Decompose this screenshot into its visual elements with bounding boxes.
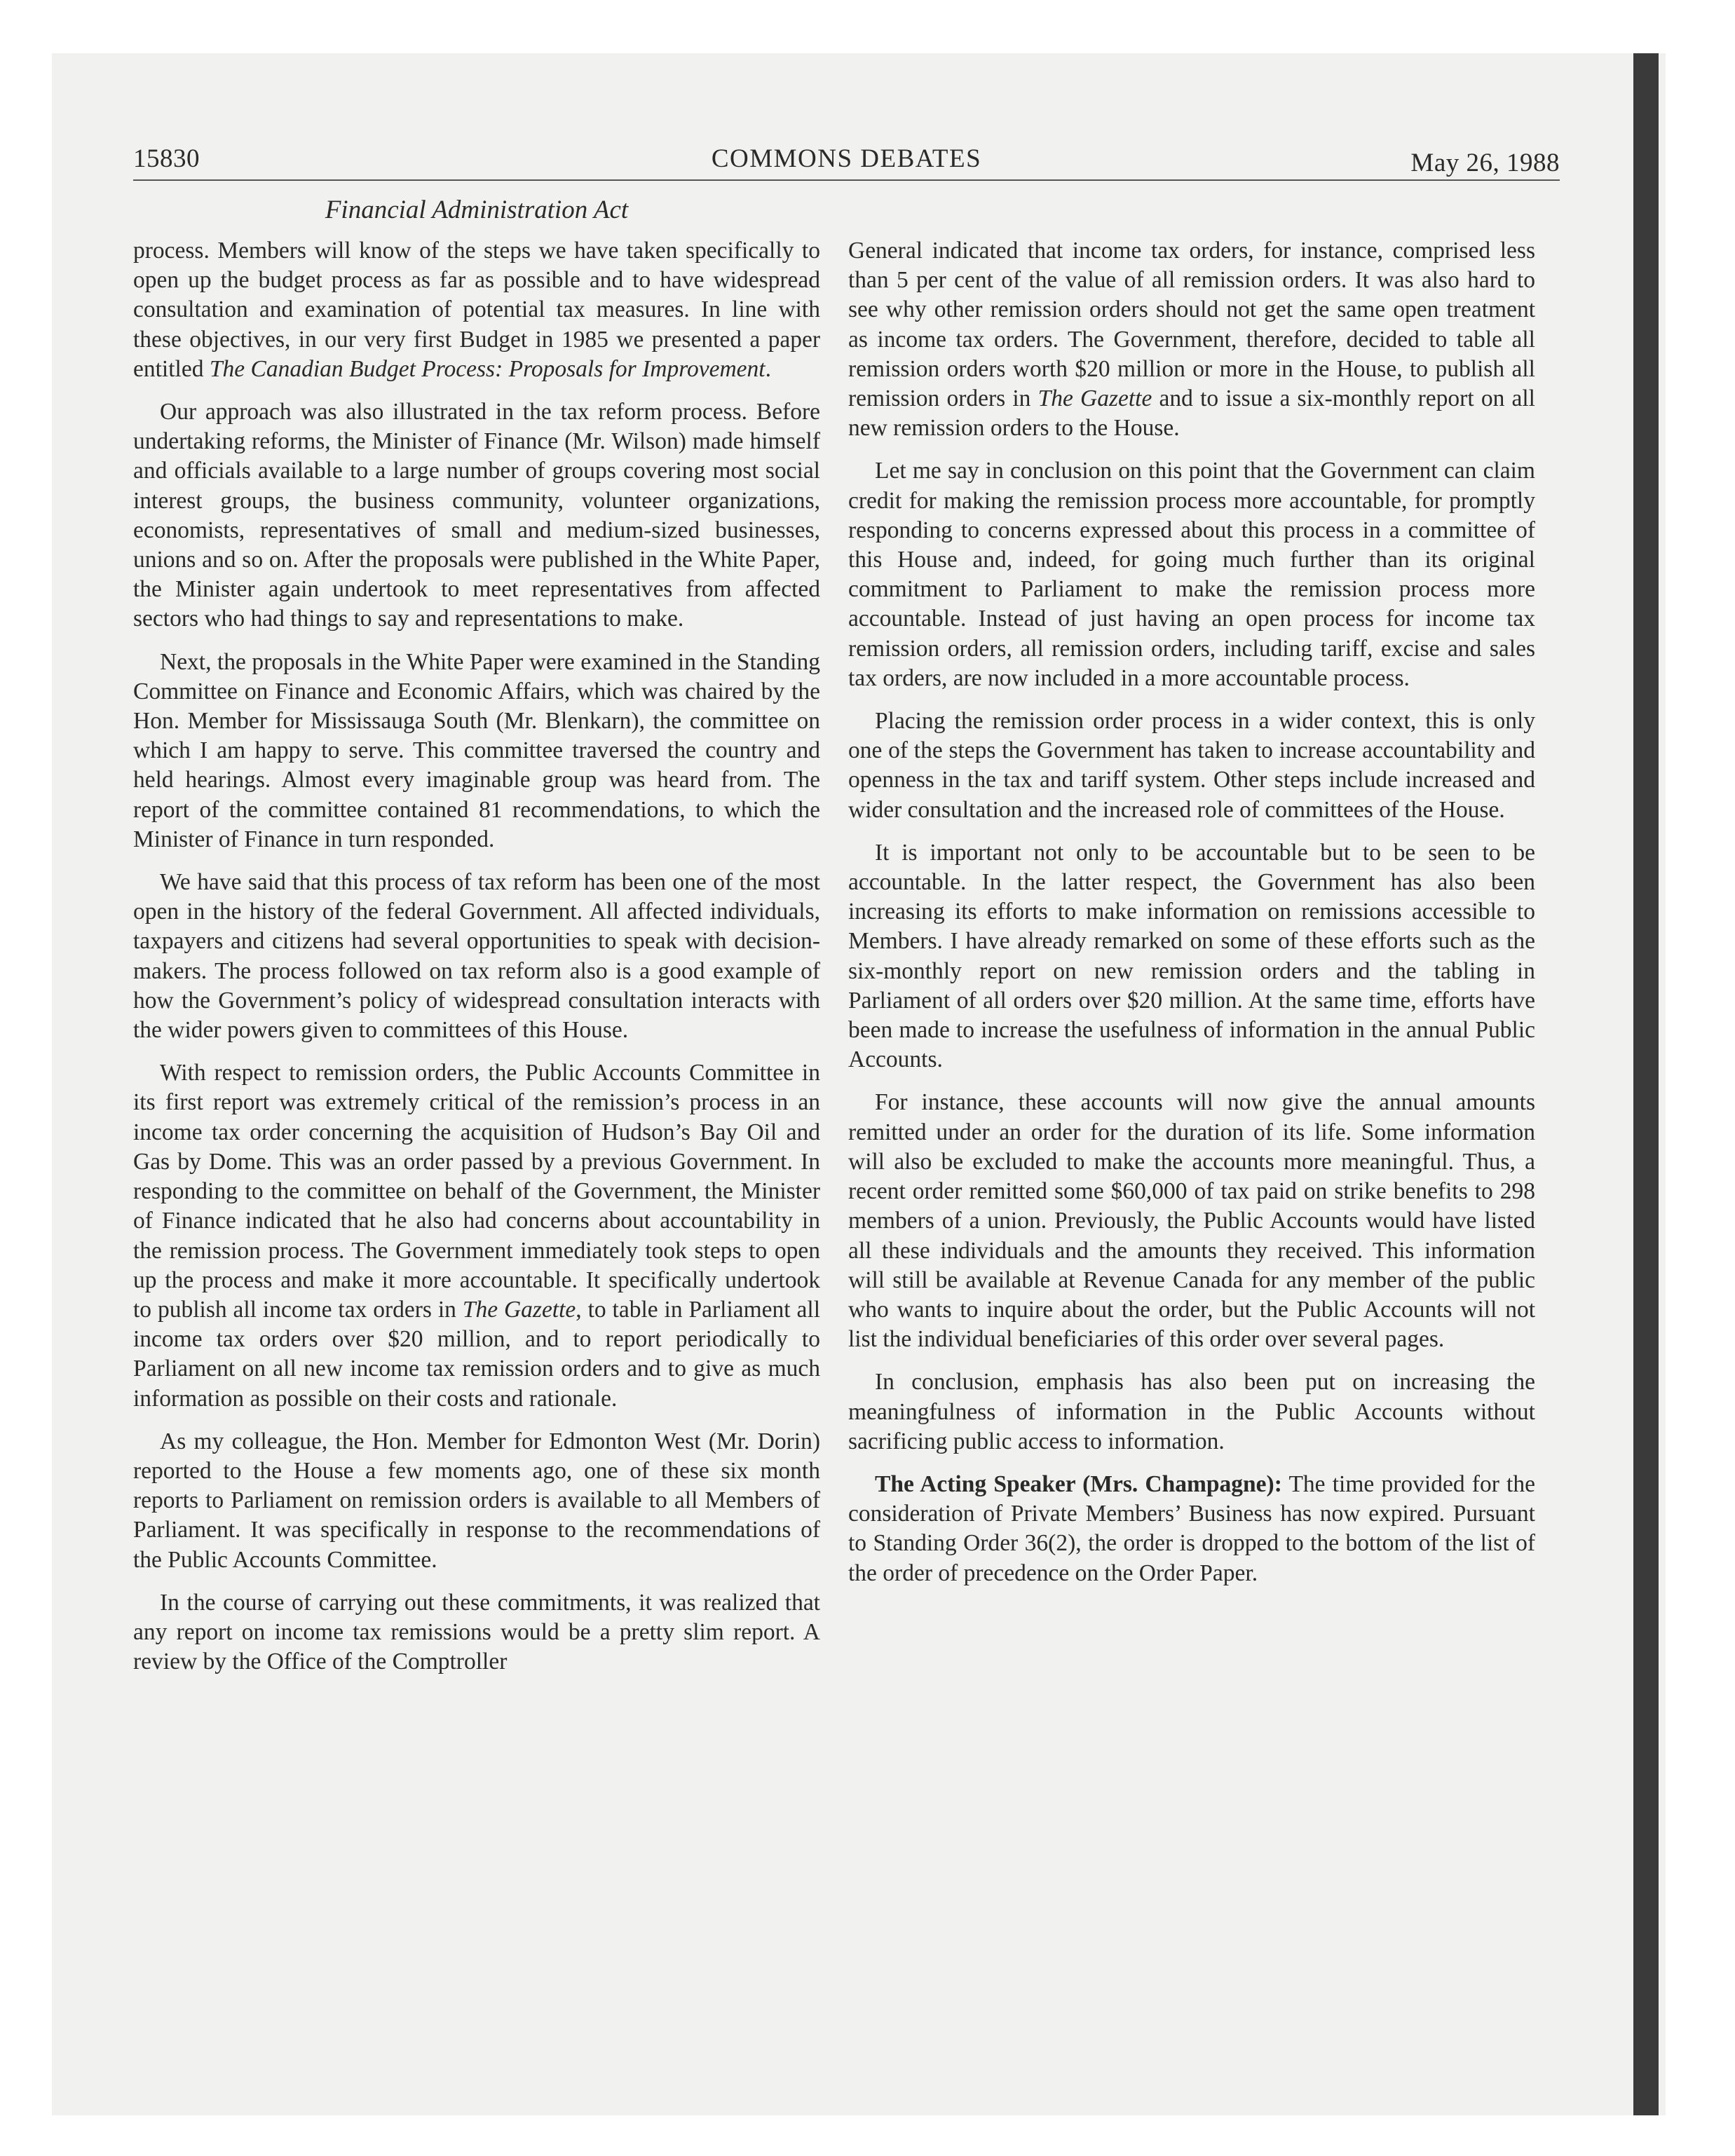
- paragraph-text: General indicated that income tax orders, for instance, comprised less than 5 per cent of the value of all remission orders. It was also hard to see why other remission orders should not get the same open treatment as income tax orders. The Government, therefore, decided to table all remission orders worth $20 million or more in the House, to publish all remission orders in: [848, 238, 1535, 412]
- page-date: May 26, 1988: [1410, 149, 1560, 177]
- paragraph: [848, 236, 1535, 443]
- paragraph: [133, 1427, 820, 1575]
- paragraph: [133, 397, 820, 634]
- paragraph-text: Next, the proposals in the White Paper were examined in the Standing Committee on Finance and Economic Affairs, which was chaired by the Hon. Member for Mississauga South (Mr. Blenkarn), the committee on which I am happy to serve. This committee traversed the country and held hearings. Almost every imaginable group was heard from. The report of the committee contained 81 recommendations, to which the Minister of Finance in turn responded.: [133, 648, 820, 852]
- paragraph: [133, 236, 820, 384]
- paragraph: [848, 1367, 1535, 1456]
- paragraph: [133, 1058, 820, 1413]
- paragraph-text: For instance, these accounts will now give the annual amounts remitted under an order for the duration of its life. Some information will also be excluded to make the accounts more meaningful. Thus, a recent order remitted some $60,000 of tax paid on strike benefits to 298 members of a union. Previously, the Public Accounts would have listed all these individuals and the amounts they received. This information will still be available at Revenue Canada for any member of the public who wants to inquire about the order, but the Public Accounts will not list the individual beneficiaries of this order over several pages.: [848, 1089, 1535, 1353]
- publication-title: COMMONS DEBATES: [711, 144, 982, 173]
- page-header: [133, 144, 1560, 183]
- header-rule: [133, 179, 1560, 181]
- paragraph: [848, 838, 1535, 1075]
- paragraph-text: The time provided for the consideration of Private Members’ Business has now expired. Pursuant to Standing Order 36(2), the order is dropped to the bottom of the list of the order of precedence on the Order Paper.: [848, 1471, 1535, 1586]
- paragraph-text: In the course of carrying out these commitments, it was realized that any report on income tax remissions would be a pretty slim report. A review by the Office of the Comptroller: [133, 1589, 820, 1675]
- paragraph: [848, 707, 1535, 825]
- paragraph: [133, 1588, 820, 1677]
- paragraph-text: and to issue a six-monthly report on all new remission orders to the House.: [848, 386, 1535, 442]
- paragraph-text: Placing the remission order process in a wider context, this is only one of the steps the Government has taken to increase accountability and openness in the tax and tariff system. Other steps include increased and wider consultation and the increased role of committees of the House.: [848, 708, 1535, 823]
- paragraph-text: Our approach was also illustrated in the tax reform process. Before undertaking reforms, the Minister of Finance (Mr. Wilson) made himself and officials available to a large number of groups covering most social interest groups, the business community, volunteer organizations, economists, representatives of small and medium-sized businesses, unions and so on. After the proposals were published in the White Paper, the Minister again undertook to meet representatives from affected sectors who had things to say and representations to make.: [133, 399, 820, 632]
- paragraph: [133, 868, 820, 1045]
- paragraph-text: In conclusion, emphasis has also been put on increasing the meaningfulness of information in the Public Accounts without sacrificing public access to information.: [848, 1369, 1535, 1454]
- paragraph: [848, 1088, 1535, 1354]
- paragraph-text: process. Members will know of the steps we have taken specifically to open up the budget process as far as possible and to have widespread consultation and examination of potential tax measures. In line with these objectives, in our very first Budget in 1985 we presented a paper entitled: [133, 238, 820, 382]
- italic-title: The Gazette: [1037, 386, 1152, 412]
- paragraph-text: We have said that this process of tax reform has been one of the most open in the history of the federal Government. All affected individuals, taxpayers and citizens had several opportunities to speak with decision-makers. The process followed on tax reform also is a good example of how the Government’s policy of widespread consultation interacts with the wider powers given to committees of this House.: [133, 869, 820, 1044]
- italic-title: The Canadian Budget Process: Proposals for Improvement: [209, 355, 766, 382]
- paragraph: [848, 456, 1535, 693]
- section-subheading: Financial Administration Act: [325, 196, 629, 224]
- right-column: [848, 236, 1535, 1602]
- paragraph: [848, 1470, 1535, 1588]
- paragraph-text: As my colleague, the Hon. Member for Edmonton West (Mr. Dorin) reported to the House a few moments ago, one of these six month reports to Parliament on remission orders is available to all Members of Parliament. It was specifically in response to the recommendations of the Public Accounts Committee.: [133, 1428, 820, 1573]
- speaker-name: The Acting Speaker (Mrs. Champagne):: [875, 1471, 1282, 1497]
- paragraph-text: .: [765, 355, 771, 382]
- page-number: 15830: [133, 144, 200, 173]
- paragraph-text: Let me say in conclusion on this point that the Government can claim credit for making the remission process more accountable, for promptly responding to concerns expressed about this process in a committee of this House and, indeed, for going much further than its original commitment to Parliament to make the remission process more accountable. Instead of just having an open process for income tax remission orders, all remission orders, including tariff, excise and sales tax orders, are now included in a more accountable process.: [848, 458, 1535, 691]
- paragraph: [133, 648, 820, 854]
- italic-title: The Gazette: [462, 1296, 576, 1323]
- paragraph-text: With respect to remission orders, the Public Accounts Committee in its first report was extremely critical of the remission’s process in an income tax order concerning the acquisition of Hudson’s Bay Oil and Gas by Dome. This was an order passed by a previous Government. In responding to the committee on behalf of the Government, the Minister of Finance indicated that he also had concerns about accountability in the remission process. The Government immediately took steps to open up the process and make it more accountable. It specifically undertook to publish all income tax orders in: [133, 1060, 820, 1323]
- scan-edge-shadow: [1633, 53, 1659, 2115]
- paragraph-text: , to table in Parliament all income tax orders over $20 million, and to report periodically to Parliament on all new income tax remission orders and to give as much information as possible on their costs and rationale.: [133, 1296, 820, 1412]
- left-column: [133, 236, 820, 1690]
- paragraph-text: It is important not only to be accountable but to be seen to be accountable. In the latter respect, the Government has also been increasing its efforts to make information on remissions accessible to Members. I have already remarked on some of these efforts such as the six-monthly report on new remission orders and the tabling in Parliament of all orders over $20 million. At the same time, efforts have been made to increase the usefulness of information in the annual Public Accounts.: [848, 839, 1535, 1073]
